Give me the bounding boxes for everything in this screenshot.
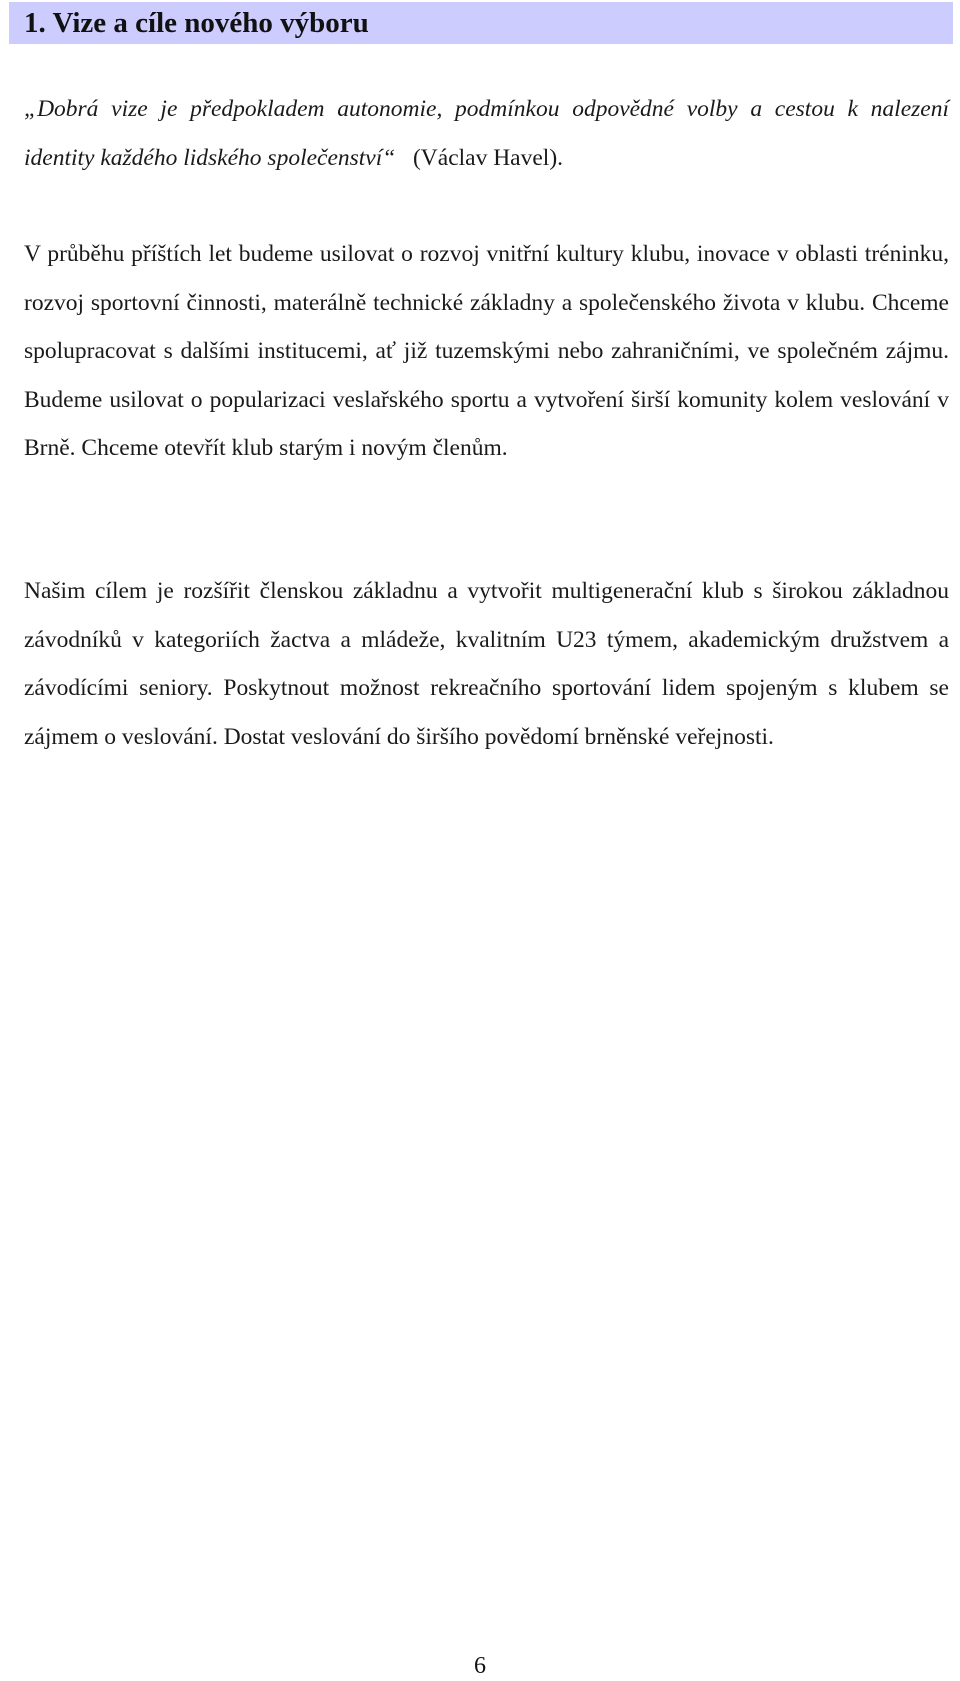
quote-text: „Dobrá vize je předpokladem autonomie, podmínkou odpovědné volby a cestou k nalezení identity každého lidského společenství“ <box>24 96 949 171</box>
quote-paragraph <box>24 85 949 182</box>
body-paragraph: Našim cílem je rozšířit členskou základnu a vytvořit multigenerační klub s širokou základnou závodníků v kategoriích žactva a mládeže, kvalitním U23 týmem, akademickým družstvem a závodícími seniory. Poskytnout možnost rekreačního sportování lidem spojeným s klubem se zájmem o veslování. Dostat veslování do širšího povědomí brněnské veřejnosti. <box>24 578 949 750</box>
quote-attribution: (Václav Havel). <box>412 144 564 171</box>
body-paragraph: V průběhu příštích let budeme usilovat o rozvoj vnitřní kultury klubu, inovace v oblasti tréninku, rozvoj sportovní činnosti, materálně technické základny a společenského života v klubu. Chceme spolupracovat s dalšími institucemi, ať již tuzemskými nebo zahraničními, ve společném zájmu. Budeme usilovat o popularizaci veslařského sportu a vytvoření širší komunity kolem veslování v Brně. Chceme otevřít klub starým i novým členům. <box>24 241 949 461</box>
page-number: 6 <box>474 1653 486 1679</box>
section-heading: 1. Vize a cíle nového výboru <box>24 7 369 39</box>
